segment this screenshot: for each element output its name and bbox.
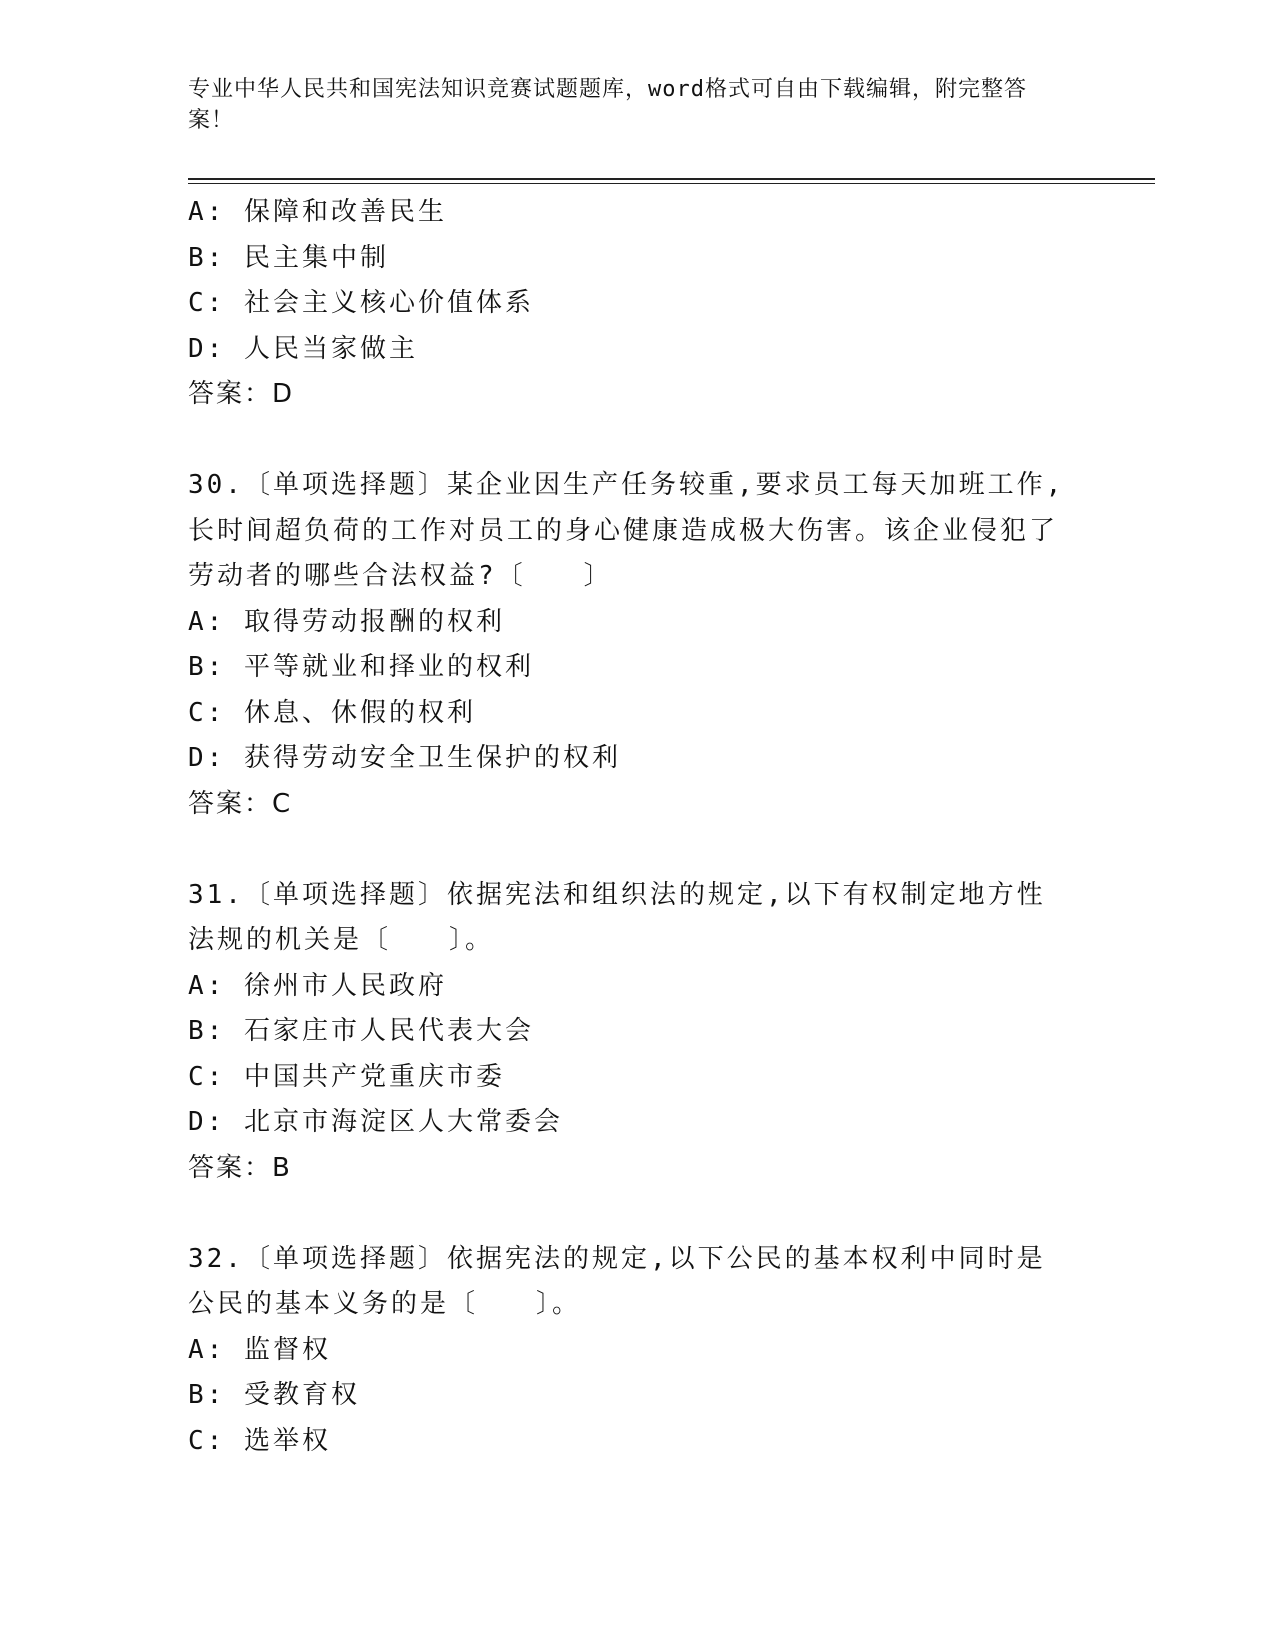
- question-stem: 31.〔单项选择题〕依据宪法和组织法的规定,以下有权制定地方性法规的机关是〔 〕。: [188, 879, 1046, 955]
- option-c: C: 选举权: [188, 1425, 331, 1456]
- option-a: A: 保障和改善民生: [188, 197, 447, 227]
- option-c: C: 社会主义核心价值体系: [188, 288, 534, 318]
- question-stem: 30.〔单项选择题〕某企业因生产任务较重,要求员工每天加班工作,长时间超负荷的工作对员工的身心健康造成极大伤害。该企业侵犯了劳动者的哪些合法权益?〔 〕: [188, 470, 1065, 591]
- option-b: B: 石家庄市人民代表大会: [188, 1016, 534, 1046]
- option-d: D: 人民当家做主: [188, 333, 418, 364]
- option-b: B: 民主集中制: [188, 242, 389, 273]
- question-29-tail: [188, 190, 1088, 418]
- question-30: [188, 463, 1088, 827]
- header-rule-thin: [188, 183, 1155, 184]
- spacer: [188, 418, 1088, 464]
- question-list: [188, 190, 1088, 1464]
- option-b: B: 受教育权: [188, 1380, 360, 1410]
- option-c: C: 休息、休假的权利: [188, 697, 476, 728]
- question-32: [188, 1237, 1088, 1465]
- question-stem: 32.〔单项选择题〕依据宪法的规定,以下公民的基本权利中同时是公民的基本义务的是〔 〕。: [188, 1243, 1046, 1319]
- answer-line: 答案：B: [188, 1152, 292, 1183]
- header-rule-thick: [188, 178, 1155, 180]
- question-31: [188, 873, 1088, 1192]
- answer-line: 答案：D: [188, 379, 295, 409]
- spacer: [188, 1191, 1088, 1237]
- spacer: [188, 827, 1088, 873]
- answer-line: 答案：C: [188, 788, 293, 819]
- document-header: 专业中华人民共和国宪法知识竞赛试题题库，word格式可自由下载编辑，附完整答案！: [188, 77, 1027, 133]
- option-d: D: 北京市海淀区人大常委会: [188, 1107, 563, 1137]
- option-d: D: 获得劳动安全卫生保护的权利: [188, 743, 621, 773]
- option-a: A: 监督权: [188, 1334, 331, 1365]
- option-b: B: 平等就业和择业的权利: [188, 652, 534, 682]
- option-a: A: 徐州市人民政府: [188, 970, 447, 1001]
- option-a: A: 取得劳动报酬的权利: [188, 606, 505, 637]
- option-c: C: 中国共产党重庆市委: [188, 1061, 505, 1092]
